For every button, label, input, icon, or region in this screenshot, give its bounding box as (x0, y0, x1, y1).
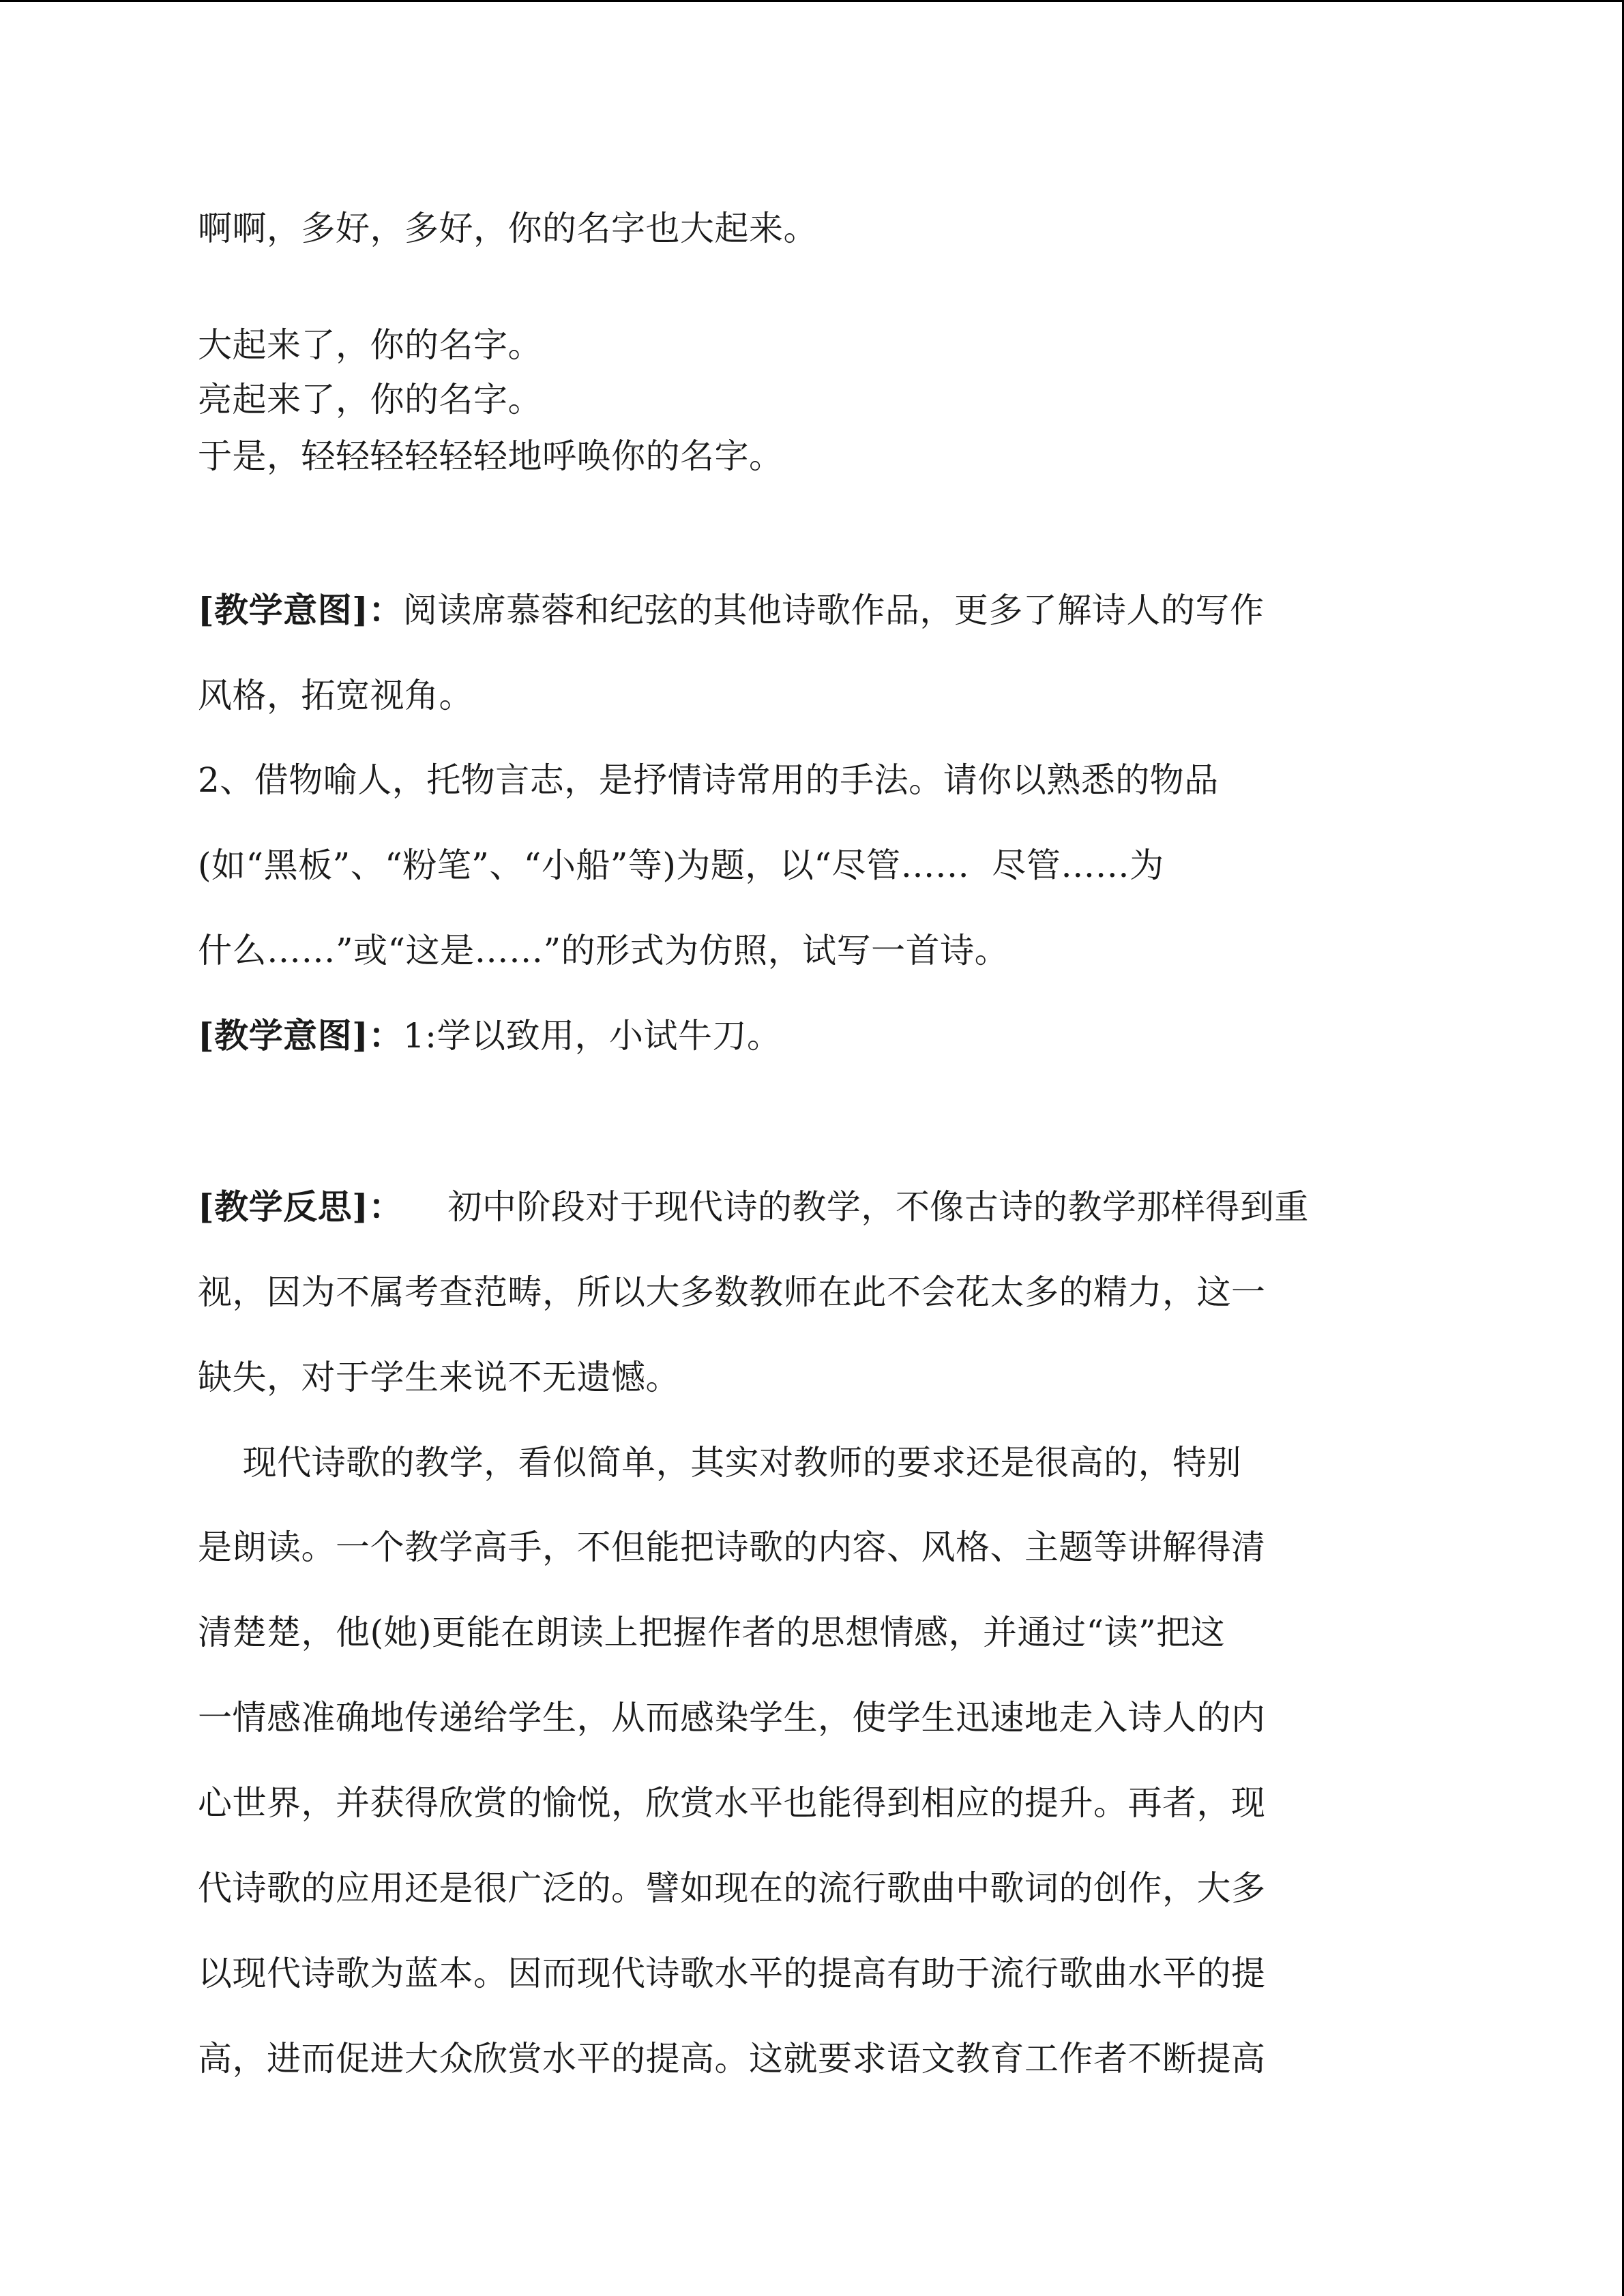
teaching-intent-text: 风格，拓宽视角。 (198, 676, 473, 715)
teaching-intent-text: 阅读席慕蓉和纪弦的其他诗歌作品，更多了解诗人的写作 (402, 591, 1265, 630)
reflection-text: 初中阶段对于现代诗的教学，不像古诗的教学那样得到重 (402, 1187, 1309, 1227)
reflection-text: 高，进而促进大众欣赏水平的提高。这就要求语文教育工作者不断提高 (198, 2039, 1266, 2078)
teaching-intent-paragraph (198, 1013, 782, 1058)
reflection-text: 现代诗歌的教学，看似简单，其实对教师的要求还是很高的，特别 (198, 1443, 1242, 1482)
reflection-text: 一情感准确地传递给学生，从而感染学生，使学生迅速地走入诗人的内 (198, 1698, 1266, 1738)
teaching-intent-paragraph (198, 588, 1264, 633)
poem-line: 啊啊，多好，多好，你的名字也大起来。 (198, 209, 818, 248)
poem-line: 于是，轻轻轻轻轻轻地呼唤你的名字。 (198, 436, 784, 476)
teaching-reflection-paragraph (198, 1184, 1309, 1229)
poem-line: 亮起来了，你的名字。 (198, 380, 542, 419)
poem-line: 大起来了，你的名字。 (198, 325, 542, 365)
teaching-intent-text: 1:学以致用，小试牛刀。 (402, 1016, 782, 1056)
reflection-text: 是朗读。一个教学高手，不但能把诗歌的内容、风格、主题等讲解得清 (198, 1527, 1266, 1567)
reflection-text: 代诗歌的应用还是很广泛的。譬如现在的流行歌曲中歌词的创作，大多 (198, 1868, 1266, 1908)
teaching-intent-label: [教学意图]： (198, 590, 403, 630)
exercise-text: 2、借物喻人，托物言志，是抒情诗常用的手法。请你以熟悉的物品 (198, 760, 1219, 800)
exercise-text: 什么……”或“这是……”的形式为仿照，试写一首诗。 (198, 931, 1009, 970)
teaching-reflection-label: [教学反思]： (198, 1187, 403, 1227)
exercise-text: (如“黑板”、“粉笔”、“小船”等)为题，以“尽管…… 尽管……为 (198, 846, 1164, 885)
teaching-intent-label: [教学意图]： (198, 1015, 403, 1056)
reflection-text: 清楚楚，他(她)更能在朗读上把握作者的思想情感，并通过“读”把这 (198, 1613, 1226, 1652)
reflection-text: 以现代诗歌为蓝本。因而现代诗歌水平的提高有助于流行歌曲水平的提 (198, 1954, 1266, 1993)
page-border-top (0, 0, 1624, 2)
reflection-text: 视，因为不属考查范畴，所以大多数教师在此不会花太多的精力，这一 (198, 1272, 1266, 1312)
reflection-text: 心世界，并获得欣赏的愉悦，欣赏水平也能得到相应的提升。再者，现 (198, 1783, 1266, 1823)
reflection-text: 缺失，对于学生来说不无遗憾。 (198, 1358, 680, 1397)
